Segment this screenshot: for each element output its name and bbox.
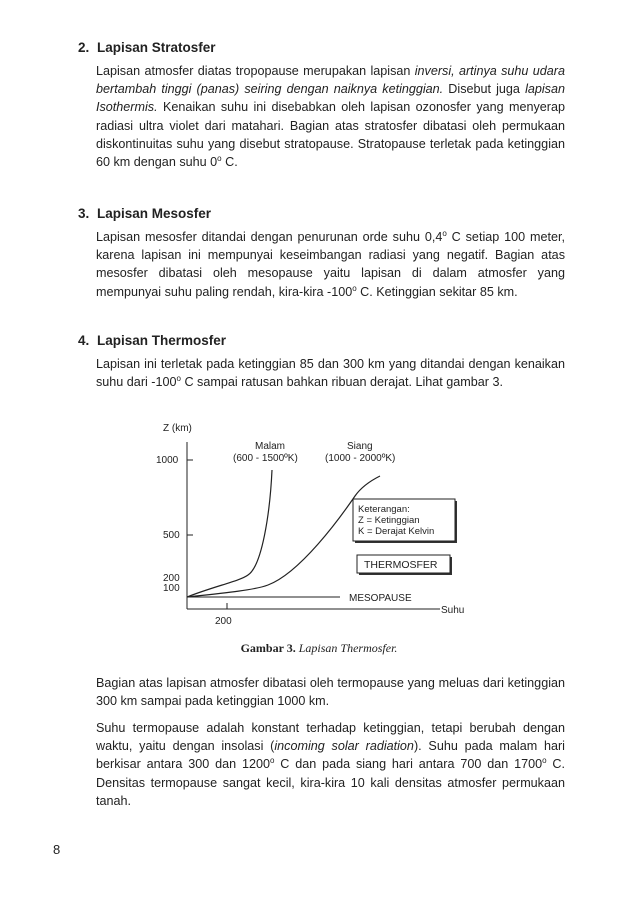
section-4-heading [78, 333, 226, 348]
caption-text: Lapisan Thermosfer. [295, 641, 398, 655]
text-run: C. Densitas termopause sangat kecil, kira-kira 10 kali densitas atmosfer permukaan tanah. [96, 757, 565, 808]
text-run: C. Ketinggian sekitar 85 km. [356, 284, 518, 299]
day-curve [187, 476, 380, 597]
section-2-paragraph [96, 62, 565, 171]
section-3-paragraph [96, 228, 565, 301]
section-2-number: 2. [78, 40, 90, 55]
legend-k: K = Derajat Kelvin [358, 526, 435, 537]
text-run: C. [221, 155, 238, 170]
section-3-number: 3. [78, 206, 90, 221]
caption-number: Gambar 3. [240, 641, 296, 655]
x-axis-label: Suhu [441, 605, 465, 616]
text-run: Disebut juga [443, 82, 526, 97]
y-axis-label: Z (km) [163, 423, 192, 434]
italic-text: incoming solar radiation [274, 739, 414, 754]
degree-mark: o [269, 756, 275, 766]
figure-caption [0, 641, 638, 656]
y-tick-label-100: 100 [163, 583, 180, 594]
legend-z: Z = Ketinggian [358, 515, 420, 526]
x-tick-label-200: 200 [215, 616, 232, 627]
thermosphere-figure [0, 418, 638, 633]
night-curve-label: Malam [255, 441, 286, 452]
text-run: Bagian atas lapisan atmosfer dibatasi oleh termopause yang meluas dari ketinggian 300 km sampai pada ketinggian 1000 km. [96, 676, 565, 709]
page-number: 8 [53, 842, 61, 857]
y-tick-label-500: 500 [163, 530, 180, 541]
text-run: C setiap 100 meter, karena lapisan ini mempunyai keseimbangan radiasi yang negatif. Bagian atas mesosfer dibatasi oleh mesopause yaitu lapisan di dalam atmosfer yang mempunyai suhu paling rendah, kira-kira -100 [96, 230, 565, 299]
text-run: Suhu termopause adalah konstant terhadap ketinggian, tetapi berubah dengan waktu, yaitu dengan insolasi ( [96, 721, 565, 754]
after-paragraph-2 [96, 719, 565, 810]
section-4-paragraph [96, 355, 565, 391]
section-3-title: Lapisan Mesosfer [97, 206, 212, 221]
section-2-title: Lapisan Stratosfer [97, 40, 216, 55]
text-run: C dan pada siang hari antara 700 dan 1700 [274, 757, 543, 772]
degree-mark: o [176, 374, 181, 384]
text-run: Lapisan ini terletak pada ketinggian 85 dan 300 km yang ditandai dengan kenaikan suhu dari -100 [96, 357, 565, 390]
italic-text: lapisan Isothermis. [96, 82, 565, 115]
night-curve-range: (600 - 1500ºK) [233, 453, 298, 464]
layer-label: THERMOSFER [364, 559, 438, 571]
section-4-number: 4. [78, 333, 90, 348]
text-run: Kenaikan suhu ini disebabkan oleh lapisan ozonosfer yang menyerap radiasi ultra violet dari matahari. Bagian atas stratosfer dibatasi oleh permukaan diskontinuitas suhu yang disebut stratopause. Stratopause terletak pada ketinggian 60 km dengan suhu 0 [96, 100, 565, 170]
degree-mark: o [352, 283, 357, 293]
italic-text: inversi, artinya suhu udara bertambah tinggi (panas) seiring dengan naiknya ketinggian. [96, 64, 565, 97]
legend-title: Keterangan: [358, 504, 410, 515]
day-curve-label: Siang [347, 441, 373, 452]
text-run: Lapisan mesosfer ditandai dengan penurunan orde suhu 0,4 [96, 230, 443, 244]
after-paragraph-1 [96, 674, 565, 710]
degree-mark: o [442, 228, 447, 238]
mesopause-label: MESOPAUSE [349, 593, 412, 604]
night-curve [187, 470, 272, 597]
section-4-title: Lapisan Thermosfer [97, 333, 227, 348]
degree-mark: o [542, 756, 547, 766]
text-run: C sampai ratusan bahkan ribuan derajat. Lihat gambar 3. [180, 375, 504, 390]
text-run: ). Suhu pada malam hari berkisar antara 300 dan 1200 [96, 739, 565, 772]
y-tick-label-1000: 1000 [156, 455, 179, 466]
section-2-heading [78, 40, 216, 55]
day-curve-range: (1000 - 2000ºK) [325, 453, 396, 464]
text-run: Lapisan atmosfer diatas tropopause merupakan lapisan [96, 64, 415, 78]
degree-mark: o [217, 153, 222, 163]
section-3-heading [78, 206, 211, 221]
y-tick-label-200: 200 [163, 573, 180, 584]
